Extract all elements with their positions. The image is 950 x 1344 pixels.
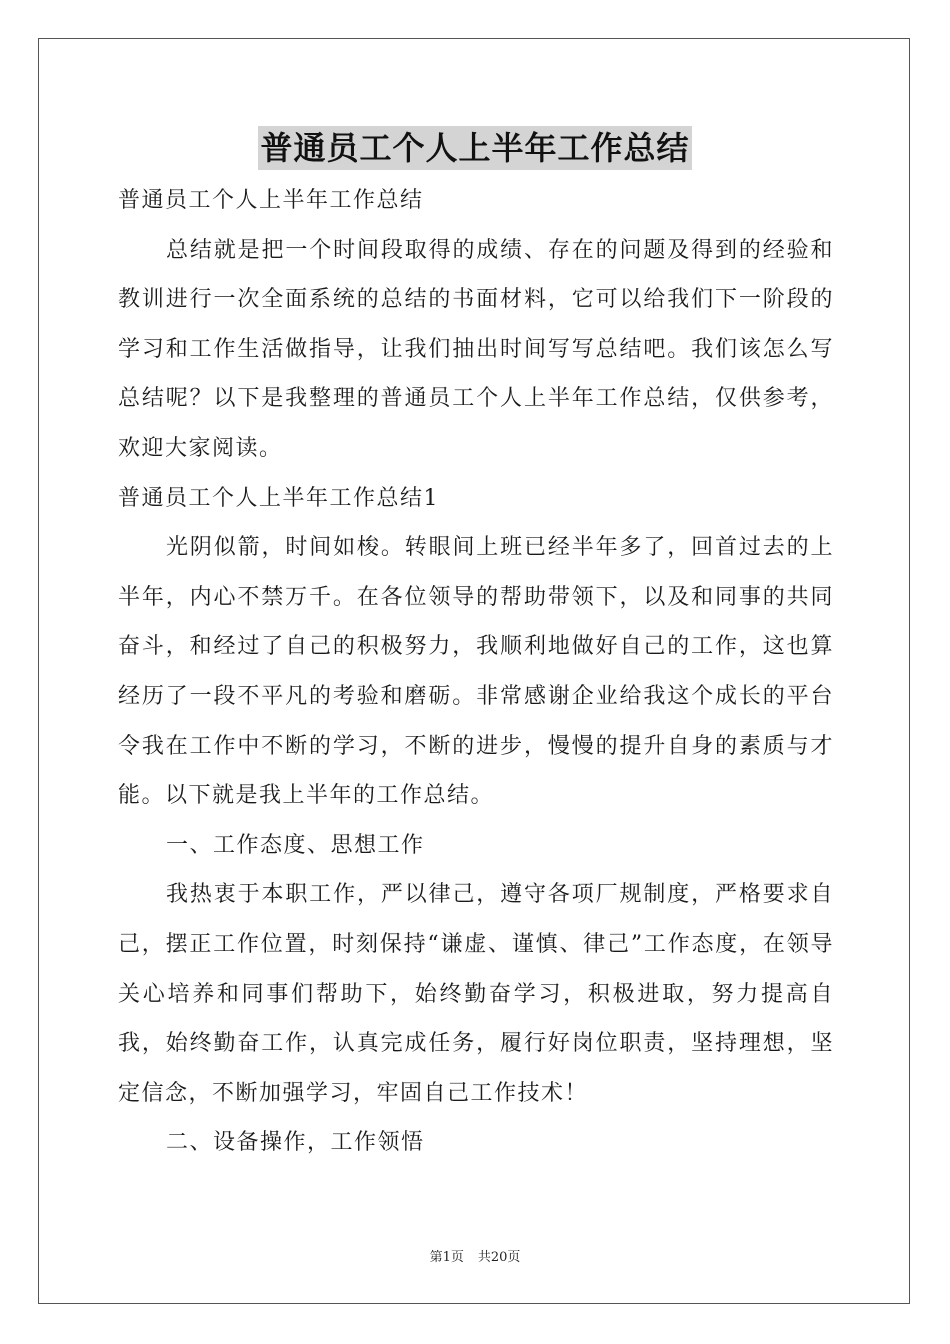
page-number: 第1页 bbox=[429, 1250, 464, 1265]
document-title: 普通员工个人上半年工作总结 bbox=[258, 126, 691, 170]
page-footer bbox=[0, 1246, 950, 1265]
intro-paragraph: 总结就是把一个时间段取得的成绩、存在的问题及得到的经验和教训进行一次全面系统的总结的书面材料，它可以给我们下一阶段的学习和工作生活做指导，让我们抽出时间写写总结吧。我们该怎么写总结呢？以下是我整理的普通员工个人上半年工作总结，仅供参考，欢迎大家阅读。 bbox=[118, 237, 834, 461]
subtitle-line: 普通员工个人上半年工作总结 bbox=[118, 188, 424, 213]
subheading-work-attitude: 一、工作态度、思想工作 bbox=[166, 832, 425, 858]
page-total: 共20页 bbox=[477, 1250, 521, 1265]
title-area bbox=[0, 126, 950, 170]
document-body bbox=[118, 176, 834, 1168]
section-heading-1: 普通员工个人上半年工作总结1 bbox=[118, 485, 439, 511]
body-paragraph: 光阴似箭，时间如梭。转眼间上班已经半年多了，回首过去的上半年，内心不禁万千。在各位领导的帮助带领下，以及和同事的共同奋斗，和经过了自己的积极努力，我顺利地做好自己的工作，这也算经历了一段不平凡的考验和磨砺。非常感谢企业给我这个成长的平台令我在工作中不断的学习，不断的进步，慢慢的提升自身的素质与才能。以下就是我上半年的工作总结。 bbox=[118, 535, 834, 809]
body-paragraph: 我热衷于本职工作，严以律己，遵守各项厂规制度，严格要求自己，摆正工作位置，时刻保持“谦虚、谨慎、律己”工作态度，在领导关心培养和同事们帮助下，始终勤奋学习，积极进取，努力提高自我，始终勤奋工作，认真完成任务，履行好岗位职责，坚持理想，坚定信念，不断加强学习，牢固自己工作技术！ bbox=[118, 882, 834, 1106]
subheading-equipment: 二、设备操作，工作领悟 bbox=[166, 1130, 425, 1156]
